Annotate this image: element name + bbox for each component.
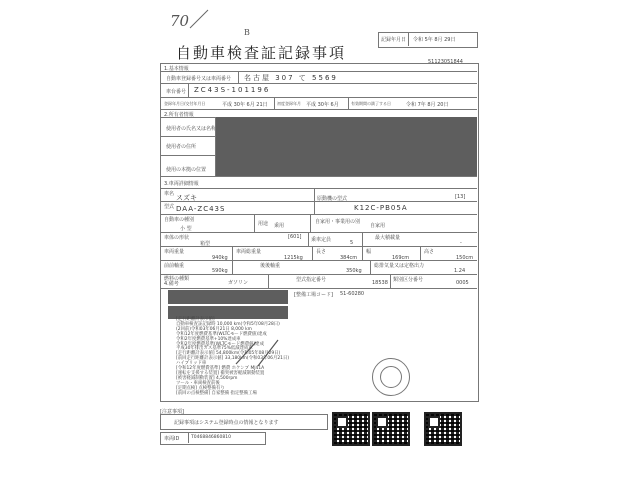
base-location-label: 使用の本拠の位置	[166, 167, 207, 173]
maker-code: [13]	[455, 194, 466, 200]
first-reg-value: 平成 30年 6月 21日	[222, 102, 268, 108]
note-line: [被害軽減制動装置] 4,500rpm	[176, 375, 238, 381]
use-label: 用途	[258, 221, 269, 227]
note-line: (2回前)令和03年06月21日 8,000 km	[176, 326, 252, 332]
section4-heading: 4.備考	[164, 281, 179, 287]
caution-text: 記録事項はシステム登録時点の情報となります	[174, 420, 279, 426]
redacted-owner-info	[216, 117, 477, 176]
capacity-label: 乗車定員	[311, 237, 332, 243]
record-date-label: 記録年月日	[381, 37, 407, 43]
vehicle-id-value: T0468846860810	[191, 435, 231, 440]
kind-value: 小 型	[180, 226, 192, 232]
note-line: ツール・車両検査前後	[176, 380, 220, 386]
section3-heading: 3.車両詳細情報	[164, 181, 199, 187]
first-reg-label: 登録年月日/交付年月日	[164, 101, 206, 106]
note-line: 令和12年度燃費基準(WLTCモード燃費値)達成	[176, 331, 267, 337]
maxload-value: -	[460, 240, 462, 246]
expiry-value: 令和 7年 8月 20日	[406, 102, 449, 108]
rear-axle-label: 後後軸重	[260, 263, 281, 269]
first-year-value: 平成 30年 6月	[306, 102, 339, 108]
note-line: 平成30年排出ガス基準75%低減達成車	[176, 346, 253, 352]
qr-code-2	[372, 412, 410, 446]
weight-label: 車両重量	[164, 249, 185, 255]
maker-value: スズキ	[176, 194, 197, 202]
shape-value: 箱型	[200, 241, 211, 247]
rear-axle-value: 350kg	[346, 268, 362, 274]
note-line: [走行距離計表示値]	[176, 317, 215, 322]
document-title: 自動車検査証記録事項	[176, 44, 347, 62]
note-line: [運転を支援する装置] 衝突被害軽減制動装置	[176, 370, 265, 376]
width-value: 169cm	[392, 255, 410, 261]
first-year-label: 初度登録年月	[277, 101, 301, 106]
note-line: ハイブリッド車	[176, 361, 207, 367]
gross-label: 車両総重量	[236, 249, 262, 255]
owner-address-label: 使用者の住所	[166, 144, 197, 150]
model-label: 型式	[164, 204, 175, 210]
maxload-label: 最大積載量	[375, 235, 401, 241]
length-label: 長さ	[316, 249, 327, 255]
caution-label: [注意事項]	[160, 409, 184, 415]
type-no-label: 型式指定番号	[296, 277, 327, 283]
handwritten-stroke	[186, 8, 216, 30]
handwritten-page-number: 70	[170, 12, 190, 30]
note-line: [前回の点検整備] 自家整備 指定整備工場	[176, 390, 257, 396]
model-value: DAA-ZC43S	[176, 205, 226, 213]
class-no-label: 類別区分番号	[393, 277, 424, 283]
qr-code-1	[332, 412, 370, 446]
handwritten-mark	[232, 338, 292, 368]
shape-code: [601]	[288, 234, 302, 240]
engine-value: K12C-PB05A	[354, 204, 408, 212]
displacement-value: 1.24	[454, 268, 466, 274]
class-no-value: 0005	[456, 280, 469, 286]
official-seal-inner	[380, 366, 402, 388]
note-line: [令和12年度燃費基準] 燃費 ホケンブ MJ41A	[176, 366, 265, 372]
note-line: 令和2年度燃費基準(WLTCモード燃費値)達成	[176, 341, 264, 347]
reg-value: 名古屋 307 て 5569	[244, 74, 338, 82]
reg-label: 自動車登録番号又は車両番号	[166, 76, 232, 82]
vehicle-id-label: 車両ID	[164, 436, 180, 442]
height-label: 高さ	[424, 249, 435, 255]
note-line: 自動車検査証記録時 10,000 km(令和5年08月28日)	[176, 321, 280, 327]
shape-label: 車体の形状	[164, 235, 190, 241]
maintenance-value: 51-60280	[340, 291, 365, 297]
use-value: 乗用	[274, 223, 285, 229]
kind-label: 自動車の種別	[164, 217, 195, 223]
front-axle-label: 前前軸重	[164, 263, 185, 269]
capacity-value: 5	[350, 240, 354, 246]
redacted-notes-header	[168, 290, 288, 304]
fuel-value: ガソリン	[228, 280, 249, 286]
record-date-value: 令和 5年 8月 29日	[413, 37, 456, 43]
purpose-value: 自家用	[370, 223, 386, 229]
chassis-label: 車台番号	[166, 89, 187, 95]
note-line: [走行距離計表示値] 54,800km(令和05年08月29日)	[176, 351, 281, 357]
note-line: 令和2年度燃費基準+10%達成車	[176, 336, 241, 342]
document-number: 51123051844	[428, 59, 463, 65]
expiry-label: 有効期間の満了する日	[351, 101, 391, 106]
front-axle-value: 590kg	[212, 268, 228, 274]
maintenance-label: [整備工場コード]	[294, 292, 333, 298]
weight-value: 940kg	[212, 255, 228, 261]
fuel-label: 燃料の種類	[164, 276, 190, 282]
maker-label: 車名	[164, 191, 175, 197]
qr-code-3	[424, 412, 462, 446]
purpose-label: 自家用・事業用の別	[315, 219, 361, 225]
height-value: 150cm	[456, 255, 474, 261]
chassis-value: ZC43S-101196	[194, 86, 271, 94]
section1-heading: 1.基本情報	[164, 66, 189, 72]
note-line: [定期点検] 点検整備有り	[176, 385, 225, 391]
gross-value: 1215kg	[284, 255, 303, 261]
type-no-value: 18538	[372, 280, 388, 286]
owner-name-label: 使用者の氏名又は名称	[166, 126, 217, 132]
width-label: 幅	[366, 249, 372, 255]
length-value: 384cm	[340, 255, 358, 261]
handwritten-letter: B	[244, 28, 250, 37]
note-line: [前回走行距離計表示値] 33,180km(令和03年06月21日)	[176, 356, 290, 362]
engine-label: 原動機の型式	[317, 196, 348, 202]
section2-heading: 2.所有者情報	[164, 112, 194, 118]
displacement-label: 総排気量又は定格出力	[374, 263, 425, 269]
